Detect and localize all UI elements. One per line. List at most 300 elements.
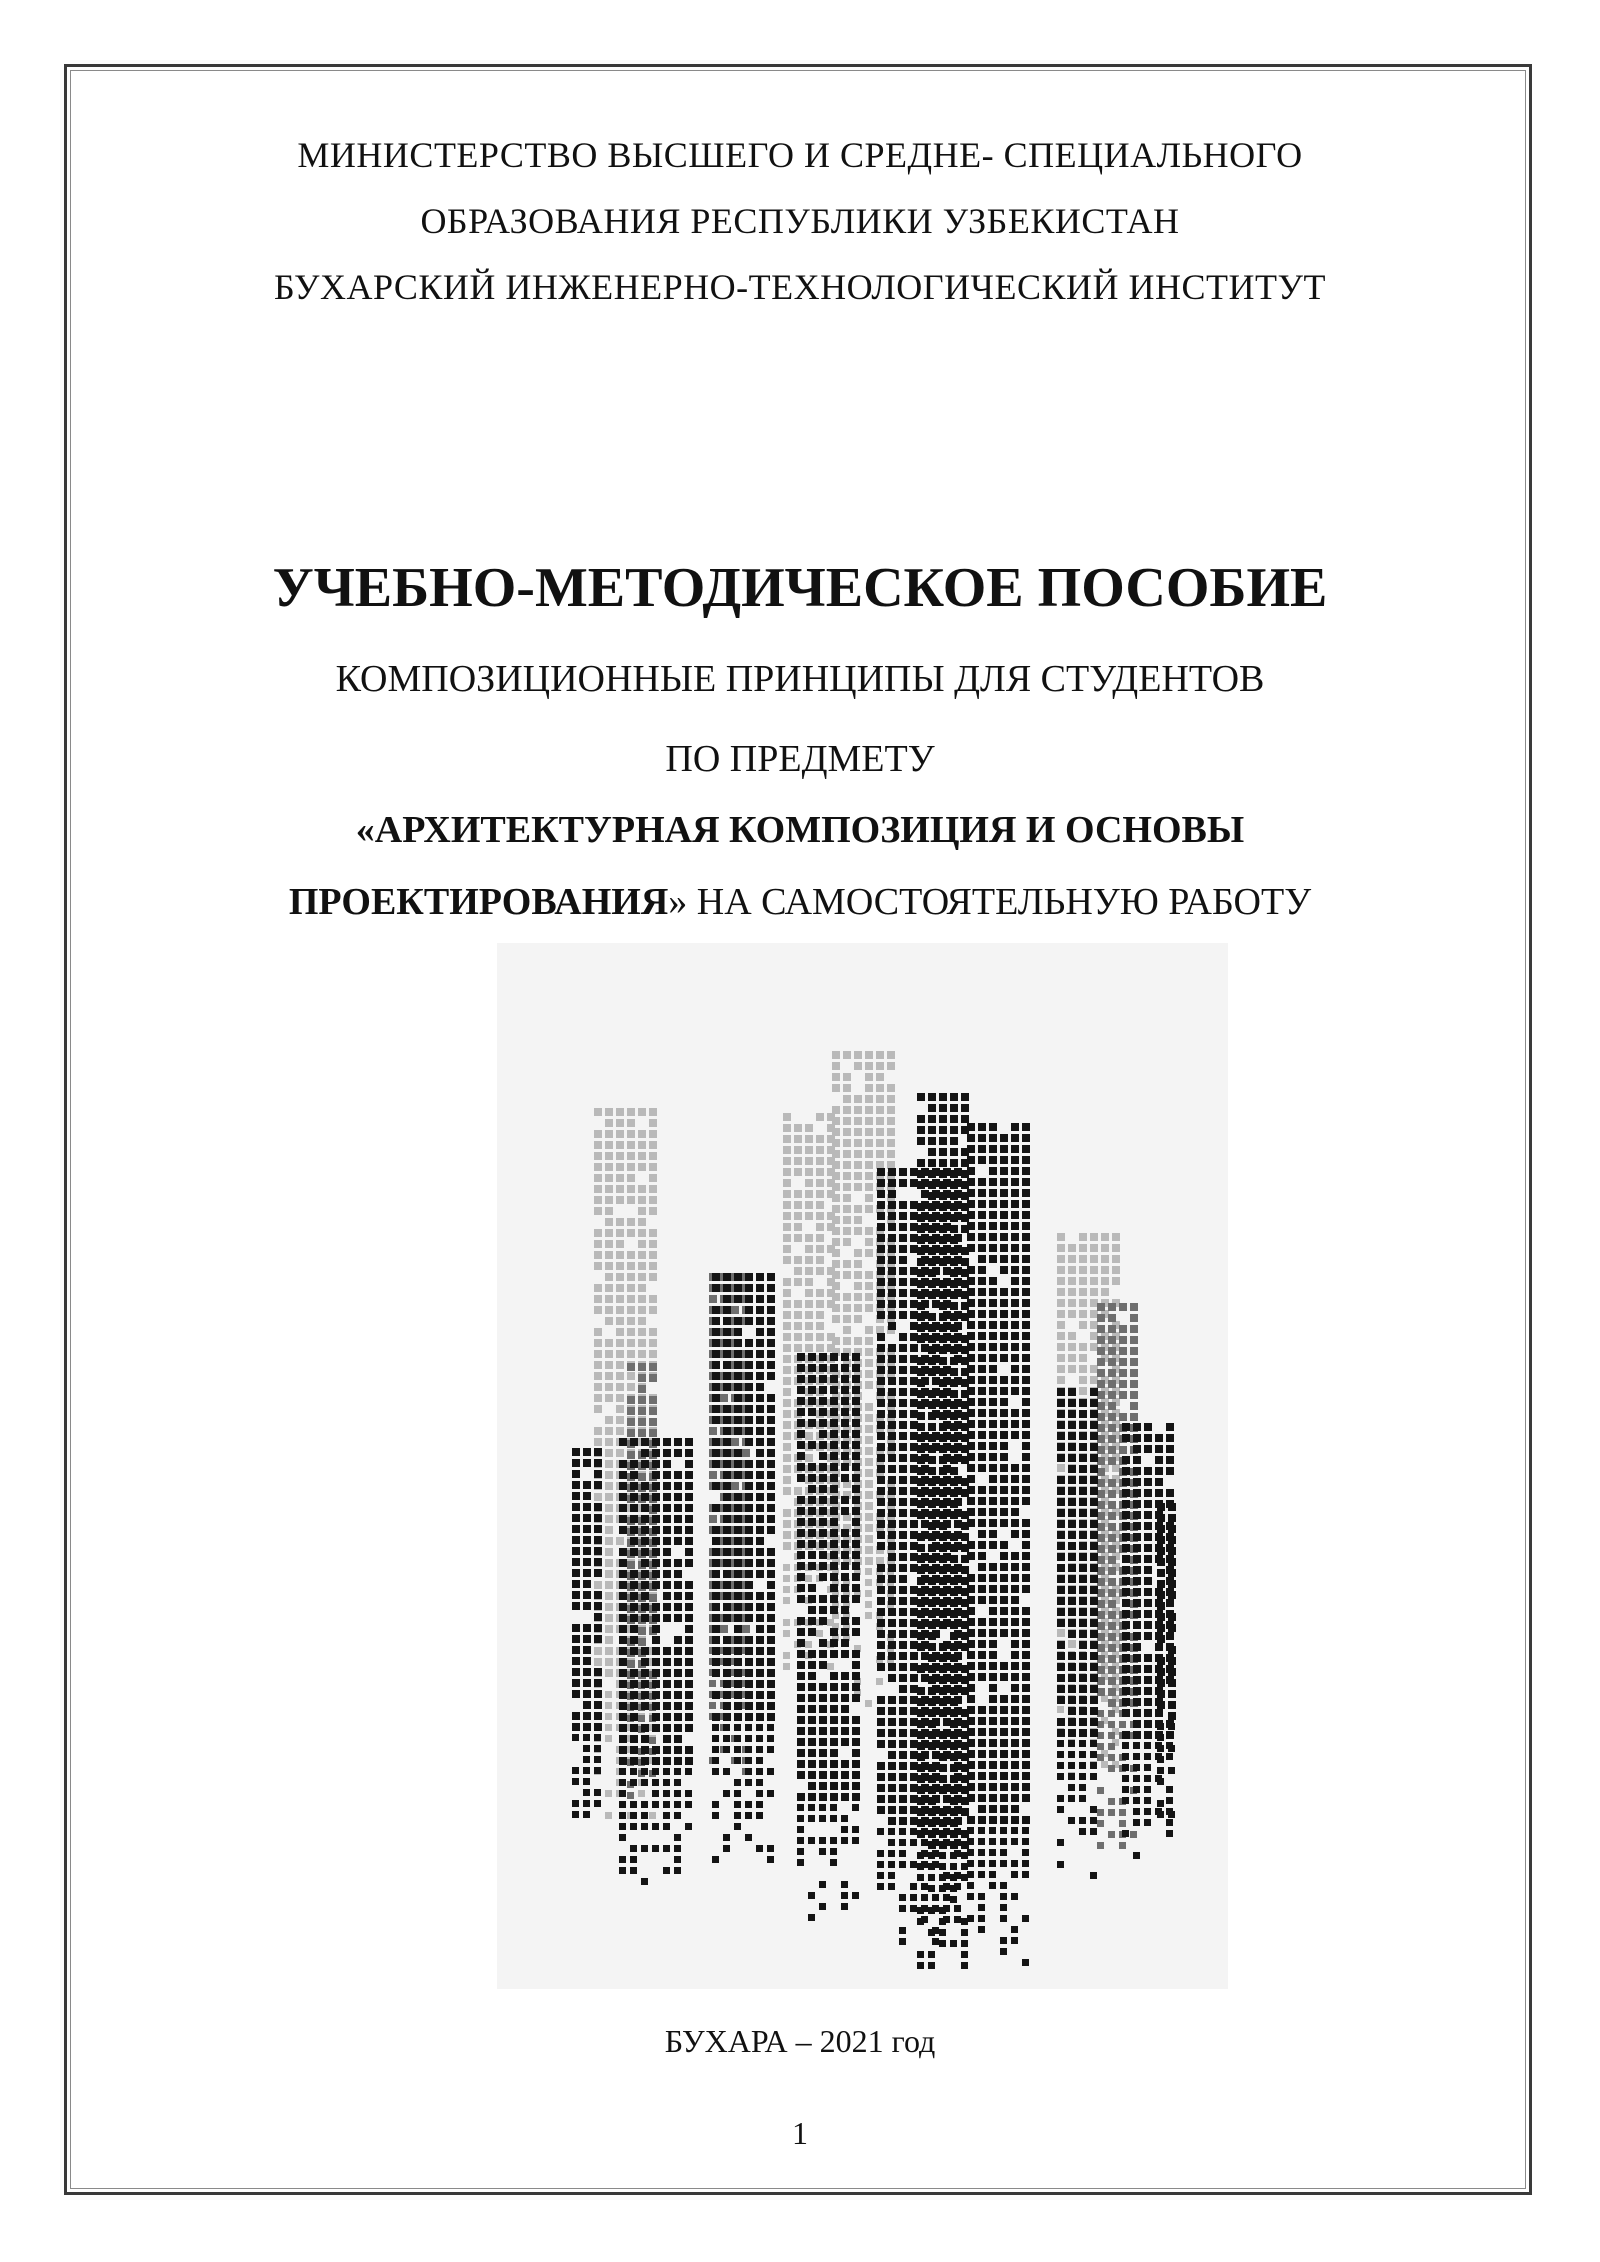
skyline-pixel	[808, 1551, 816, 1559]
skyline-pixel	[816, 1223, 824, 1231]
skyline-pixel	[989, 1805, 997, 1813]
skyline-pixel	[605, 1119, 613, 1127]
skyline-pixel	[1112, 1233, 1120, 1241]
skyline-pixel	[865, 1205, 873, 1213]
skyline-pixel	[1022, 1607, 1030, 1615]
skyline-pixel	[1011, 1409, 1019, 1417]
skyline-pixel	[674, 1757, 682, 1765]
skyline-pixel	[674, 1735, 682, 1743]
skyline-pixel	[583, 1734, 590, 1741]
skyline-pixel	[1000, 1343, 1008, 1351]
skyline-pixel	[649, 1251, 657, 1259]
skyline-pixel	[1000, 1750, 1008, 1758]
skyline-pixel	[1090, 1773, 1097, 1780]
skyline-pixel	[978, 1189, 986, 1197]
skyline-pixel	[928, 1819, 936, 1827]
skyline-pixel	[961, 1874, 968, 1881]
skyline-pixel	[830, 1518, 838, 1526]
skyline-pixel	[674, 1449, 682, 1457]
skyline-pixel	[917, 1269, 925, 1277]
skyline-pixel	[928, 1720, 936, 1728]
skyline-pixel	[723, 1515, 731, 1523]
skyline-pixel	[1090, 1762, 1097, 1769]
skyline-pixel	[616, 1416, 624, 1424]
skyline-pixel	[1022, 1134, 1030, 1142]
skyline-pixel	[961, 1962, 968, 1969]
skyline-pixel	[1057, 1410, 1065, 1418]
skyline-pixel	[967, 1134, 975, 1142]
skyline-pixel	[594, 1459, 602, 1467]
skyline-pixel	[594, 1229, 602, 1237]
skyline-pixel	[939, 1390, 947, 1398]
skyline-pixel	[989, 1662, 997, 1670]
skyline-pixel	[830, 1771, 838, 1779]
skyline-pixel	[917, 1533, 925, 1541]
skyline-pixel	[734, 1570, 742, 1578]
skyline-pixel	[641, 1768, 648, 1775]
skyline-pixel	[674, 1867, 681, 1874]
skyline-pixel	[876, 1128, 884, 1136]
skyline-pixel	[910, 1619, 918, 1627]
skyline-pixel	[1057, 1740, 1064, 1747]
skyline-pixel	[928, 1775, 936, 1783]
skyline-pixel	[1168, 1657, 1176, 1665]
skyline-pixel	[978, 1255, 986, 1263]
skyline-pixel	[928, 1863, 935, 1870]
skyline-pixel	[928, 1412, 936, 1420]
skyline-pixel	[663, 1614, 671, 1622]
skyline-pixel	[649, 1594, 657, 1602]
skyline-pixel	[917, 1544, 925, 1552]
skyline-pixel	[756, 1438, 764, 1446]
skyline-pixel	[950, 1258, 958, 1266]
skyline-pixel	[1108, 1754, 1115, 1761]
skyline-pixel	[865, 1348, 873, 1356]
skyline-pixel	[939, 1621, 947, 1629]
skyline-pixel	[652, 1691, 660, 1699]
skyline-pixel	[819, 1661, 827, 1669]
skyline-pixel	[1122, 1654, 1130, 1662]
skyline-pixel	[989, 1222, 997, 1230]
skyline-pixel	[1079, 1432, 1087, 1440]
skyline-pixel	[865, 1051, 873, 1059]
skyline-pixel	[877, 1267, 885, 1275]
skyline-pixel	[1166, 1456, 1174, 1464]
skyline-pixel	[805, 1168, 813, 1176]
skyline-pixel	[652, 1746, 660, 1754]
skyline-pixel	[899, 1432, 907, 1440]
skyline-pixel	[967, 1211, 975, 1219]
subtitle-line-2: ПО ПРЕДМЕТУ	[665, 738, 935, 780]
skyline-pixel	[1079, 1773, 1086, 1780]
skyline-pixel	[832, 1128, 840, 1136]
skyline-pixel	[961, 1940, 968, 1947]
skyline-pixel	[899, 1168, 907, 1176]
skyline-pixel	[649, 1374, 657, 1382]
skyline-pixel	[1101, 1255, 1109, 1263]
skyline-pixel	[928, 1588, 936, 1596]
skyline-pixel	[865, 1282, 873, 1290]
skyline-pixel	[928, 1764, 936, 1772]
skyline-pixel	[1068, 1729, 1076, 1737]
skyline-pixel	[805, 1641, 812, 1648]
skyline-pixel	[745, 1647, 753, 1655]
skyline-pixel	[1057, 1531, 1065, 1539]
skyline-pixel	[594, 1130, 602, 1138]
skyline-pixel	[1090, 1531, 1098, 1539]
skyline-pixel	[1079, 1410, 1087, 1418]
skyline-pixel	[950, 1599, 958, 1607]
skyline-pixel	[745, 1581, 753, 1589]
skyline-pixel	[841, 1815, 848, 1822]
skyline-pixel	[1090, 1432, 1098, 1440]
skyline-pixel	[605, 1218, 613, 1226]
skyline-pixel	[712, 1592, 720, 1600]
skyline-pixel	[638, 1418, 646, 1426]
skyline-pixel	[649, 1174, 657, 1182]
skyline-pixel	[605, 1548, 613, 1556]
skyline-pixel	[745, 1504, 753, 1512]
skyline-pixel	[808, 1529, 816, 1537]
skyline-pixel	[767, 1350, 775, 1358]
skyline-pixel	[899, 1421, 907, 1429]
skyline-pixel	[928, 1192, 936, 1200]
skyline-pixel	[649, 1812, 656, 1819]
skyline-pixel	[630, 1515, 638, 1523]
skyline-pixel	[950, 1104, 958, 1112]
skyline-pixel	[638, 1317, 646, 1325]
skyline-pixel	[910, 1773, 918, 1781]
skyline-pixel	[663, 1735, 671, 1743]
skyline-pixel	[910, 1289, 918, 1297]
skyline-pixel	[674, 1493, 682, 1501]
skyline-pixel	[627, 1418, 635, 1426]
skyline-pixel	[649, 1363, 657, 1371]
skyline-pixel	[627, 1451, 635, 1459]
skyline-pixel	[1144, 1808, 1151, 1815]
skyline-pixel	[899, 1608, 907, 1616]
skyline-pixel	[978, 1563, 986, 1571]
skyline-pixel	[1133, 1533, 1141, 1541]
skyline-pixel	[627, 1660, 635, 1668]
skyline-pixel	[638, 1229, 646, 1237]
skyline-pixel	[1000, 1431, 1008, 1439]
skyline-pixel	[852, 1584, 860, 1592]
skyline-pixel	[1079, 1740, 1086, 1747]
skyline-pixel	[888, 1619, 896, 1627]
skyline-pixel	[899, 1454, 907, 1462]
skyline-pixel	[630, 1581, 638, 1589]
skyline-pixel	[854, 1315, 862, 1323]
skyline-pixel	[943, 1894, 950, 1901]
skyline-pixel	[1011, 1673, 1019, 1681]
skyline-pixel	[852, 1804, 859, 1811]
skyline-pixel	[783, 1432, 791, 1440]
skyline-pixel	[1057, 1641, 1065, 1649]
skyline-pixel	[712, 1856, 719, 1863]
skyline-pixel	[1144, 1555, 1152, 1563]
skyline-pixel	[712, 1328, 720, 1336]
skyline-pixel	[808, 1716, 816, 1724]
skyline-pixel	[605, 1273, 613, 1281]
skyline-pixel	[921, 1674, 929, 1682]
skyline-pixel	[877, 1278, 885, 1286]
skyline-pixel	[978, 1420, 986, 1428]
skyline-pixel	[887, 1106, 895, 1114]
skyline-pixel	[854, 1161, 862, 1169]
skyline-pixel	[630, 1548, 638, 1556]
skyline-pixel	[794, 1267, 802, 1275]
skyline-pixel	[939, 1159, 947, 1167]
skyline-pixel	[723, 1713, 731, 1721]
skyline-pixel	[734, 1680, 742, 1688]
skyline-pixel	[1022, 1343, 1030, 1351]
skyline-pixel	[899, 1707, 907, 1715]
skyline-pixel	[877, 1476, 885, 1484]
skyline-pixel	[967, 1761, 975, 1769]
skyline-pixel	[723, 1680, 731, 1688]
skyline-pixel	[950, 1940, 957, 1947]
skyline-pixel	[1166, 1819, 1173, 1826]
skyline-pixel	[1122, 1489, 1130, 1497]
skyline-pixel	[712, 1570, 720, 1578]
skyline-pixel	[652, 1757, 660, 1765]
skyline-pixel	[605, 1394, 613, 1402]
skyline-pixel	[1144, 1445, 1152, 1453]
skyline-pixel	[674, 1471, 682, 1479]
skyline-pixel	[583, 1624, 591, 1632]
skyline-pixel	[572, 1525, 580, 1533]
skyline-pixel	[865, 1579, 872, 1586]
skyline-pixel	[950, 1720, 958, 1728]
skyline-pixel	[723, 1306, 731, 1314]
skyline-pixel	[616, 1405, 624, 1413]
skyline-pixel	[638, 1790, 645, 1797]
skyline-pixel	[1057, 1706, 1064, 1713]
skyline-pixel	[723, 1614, 731, 1622]
skyline-pixel	[619, 1504, 627, 1512]
skyline-pixel	[950, 1643, 958, 1651]
skyline-pixel	[830, 1595, 838, 1603]
skyline-pixel	[1097, 1369, 1105, 1377]
skyline-pixel	[928, 1522, 936, 1530]
skyline-pixel	[939, 1357, 947, 1365]
skyline-pixel	[876, 1084, 884, 1092]
skyline-pixel	[819, 1694, 827, 1702]
skyline-pixel	[939, 1511, 947, 1519]
skyline-pixel	[745, 1603, 753, 1611]
skyline-pixel	[638, 1240, 646, 1248]
skyline-pixel	[808, 1793, 816, 1801]
skyline-pixel	[978, 1409, 986, 1417]
skyline-pixel	[967, 1673, 975, 1681]
skyline-pixel	[723, 1317, 731, 1325]
skyline-pixel	[1000, 1508, 1008, 1516]
skyline-pixel	[767, 1625, 775, 1633]
skyline-pixel	[797, 1727, 805, 1735]
skyline-pixel	[939, 1687, 947, 1695]
skyline-pixel	[734, 1339, 742, 1347]
skyline-pixel	[989, 1178, 997, 1186]
skyline-pixel	[989, 1871, 996, 1878]
skyline-pixel	[888, 1542, 896, 1550]
skyline-pixel	[1011, 1574, 1019, 1582]
skyline-pixel	[794, 1212, 802, 1220]
skyline-pixel	[745, 1746, 752, 1753]
skyline-pixel	[712, 1438, 720, 1446]
skyline-pixel	[917, 1137, 925, 1145]
skyline-pixel	[899, 1553, 907, 1561]
skyline-pixel	[1101, 1695, 1108, 1702]
skyline-pixel	[1157, 1679, 1165, 1687]
skyline-pixel	[888, 1586, 896, 1594]
skyline-pixel	[1011, 1508, 1019, 1516]
skyline-pixel	[1144, 1797, 1151, 1804]
skyline-pixel	[1022, 1728, 1030, 1736]
skyline-pixel	[954, 1520, 962, 1528]
skyline-pixel	[1022, 1530, 1030, 1538]
skyline-pixel	[989, 1123, 997, 1131]
skyline-pixel	[638, 1473, 646, 1481]
skyline-pixel	[723, 1383, 731, 1391]
skyline-pixel	[939, 1599, 947, 1607]
skyline-pixel	[1130, 1314, 1138, 1322]
skyline-pixel	[939, 1698, 947, 1706]
skyline-pixel	[638, 1339, 646, 1347]
skyline-pixel	[783, 1311, 791, 1319]
skyline-pixel	[594, 1547, 602, 1555]
skyline-pixel	[1022, 1651, 1030, 1659]
skyline-pixel	[830, 1353, 838, 1361]
skyline-pixel	[967, 1706, 975, 1714]
skyline-pixel	[1090, 1553, 1098, 1561]
skyline-pixel	[712, 1625, 720, 1633]
skyline-pixel	[1022, 1420, 1030, 1428]
skyline-pixel	[950, 1896, 957, 1903]
skyline-pixel	[899, 1586, 907, 1594]
skyline-pixel	[877, 1388, 885, 1396]
skyline-pixel	[888, 1443, 896, 1451]
skyline-pixel	[1000, 1409, 1008, 1417]
skyline-pixel	[1144, 1786, 1151, 1793]
skyline-pixel	[685, 1724, 693, 1732]
skyline-pixel	[843, 1337, 851, 1345]
skyline-pixel	[745, 1295, 753, 1303]
skyline-pixel	[619, 1548, 627, 1556]
skyline-pixel	[917, 1280, 925, 1288]
skyline-pixel	[734, 1647, 742, 1655]
skyline-pixel	[841, 1507, 849, 1515]
skyline-pixel	[967, 1695, 975, 1703]
skyline-pixel	[641, 1581, 649, 1589]
skyline-pixel	[756, 1801, 763, 1808]
skyline-pixel	[630, 1856, 637, 1863]
skyline-pixel	[1108, 1380, 1116, 1388]
skyline-pixel	[745, 1658, 753, 1666]
skyline-pixel	[917, 1577, 925, 1585]
skyline-pixel	[649, 1429, 657, 1437]
skyline-pixel	[832, 1271, 840, 1279]
skyline-pixel	[1133, 1775, 1140, 1782]
skyline-pixel	[797, 1386, 805, 1394]
ministry-line-2: ОБРАЗОВАНИЯ РЕСПУБЛИКИ УЗБЕКИСТАН	[420, 201, 1180, 241]
skyline-pixel	[967, 1233, 975, 1241]
skyline-pixel	[1108, 1325, 1116, 1333]
skyline-pixel	[852, 1364, 860, 1372]
skyline-pixel	[888, 1531, 896, 1539]
skyline-pixel	[638, 1407, 646, 1415]
skyline-pixel	[852, 1551, 860, 1559]
skyline-pixel	[783, 1575, 790, 1582]
skyline-pixel	[843, 1194, 851, 1202]
skyline-pixel	[1097, 1567, 1105, 1575]
skyline-pixel	[910, 1333, 918, 1341]
skyline-pixel	[712, 1812, 719, 1819]
skyline-pixel	[1157, 1525, 1165, 1533]
skyline-pixel	[594, 1591, 602, 1599]
skyline-pixel	[594, 1174, 602, 1182]
subject-name-bold: ПРОЕКТИРОВАНИЯ	[288, 881, 669, 923]
skyline-pixel	[638, 1396, 646, 1404]
skyline-pixel	[641, 1779, 648, 1786]
skyline-pixel	[1000, 1211, 1008, 1219]
skyline-pixel	[797, 1628, 805, 1636]
skyline-pixel	[674, 1691, 682, 1699]
skyline-pixel	[841, 1540, 849, 1548]
skyline-pixel	[967, 1453, 975, 1461]
skyline-pixel	[967, 1662, 975, 1670]
skyline-pixel	[674, 1581, 682, 1589]
skyline-pixel	[756, 1845, 763, 1852]
skyline-pixel	[876, 1051, 884, 1059]
skyline-pixel	[865, 1249, 873, 1257]
skyline-pixel	[794, 1344, 802, 1352]
skyline-pixel	[1168, 1767, 1175, 1774]
skyline-pixel	[877, 1355, 885, 1363]
skyline-pixel	[832, 1073, 840, 1081]
skyline-pixel	[1090, 1740, 1097, 1747]
skyline-pixel	[1022, 1365, 1030, 1373]
skyline-pixel	[1157, 1613, 1165, 1621]
skyline-pixel	[712, 1339, 720, 1347]
skyline-pixel	[1119, 1369, 1127, 1377]
skyline-pixel	[674, 1768, 681, 1775]
skyline-pixel	[674, 1801, 681, 1808]
skyline-pixel	[1022, 1827, 1029, 1834]
skyline-pixel	[967, 1596, 975, 1604]
skyline-pixel	[1108, 1501, 1116, 1509]
skyline-pixel	[1079, 1288, 1087, 1296]
skyline-pixel	[899, 1641, 907, 1649]
skyline-pixel	[967, 1519, 975, 1527]
skyline-pixel	[1068, 1288, 1076, 1296]
skyline-pixel	[649, 1737, 656, 1744]
skyline-pixel	[978, 1893, 985, 1900]
skyline-pixel	[1000, 1442, 1008, 1450]
skyline-pixel	[1011, 1761, 1019, 1769]
skyline-pixel	[978, 1871, 985, 1878]
skyline-pixel	[928, 1445, 936, 1453]
skyline-pixel	[627, 1119, 635, 1127]
skyline-pixel	[745, 1526, 753, 1534]
skyline-pixel	[1022, 1706, 1030, 1714]
skyline-pixel	[939, 1775, 947, 1783]
skyline-pixel	[1090, 1806, 1097, 1813]
skyline-pixel	[652, 1493, 660, 1501]
skyline-pixel	[1057, 1498, 1065, 1506]
skyline-pixel	[989, 1189, 997, 1197]
skyline-pixel	[819, 1639, 827, 1647]
